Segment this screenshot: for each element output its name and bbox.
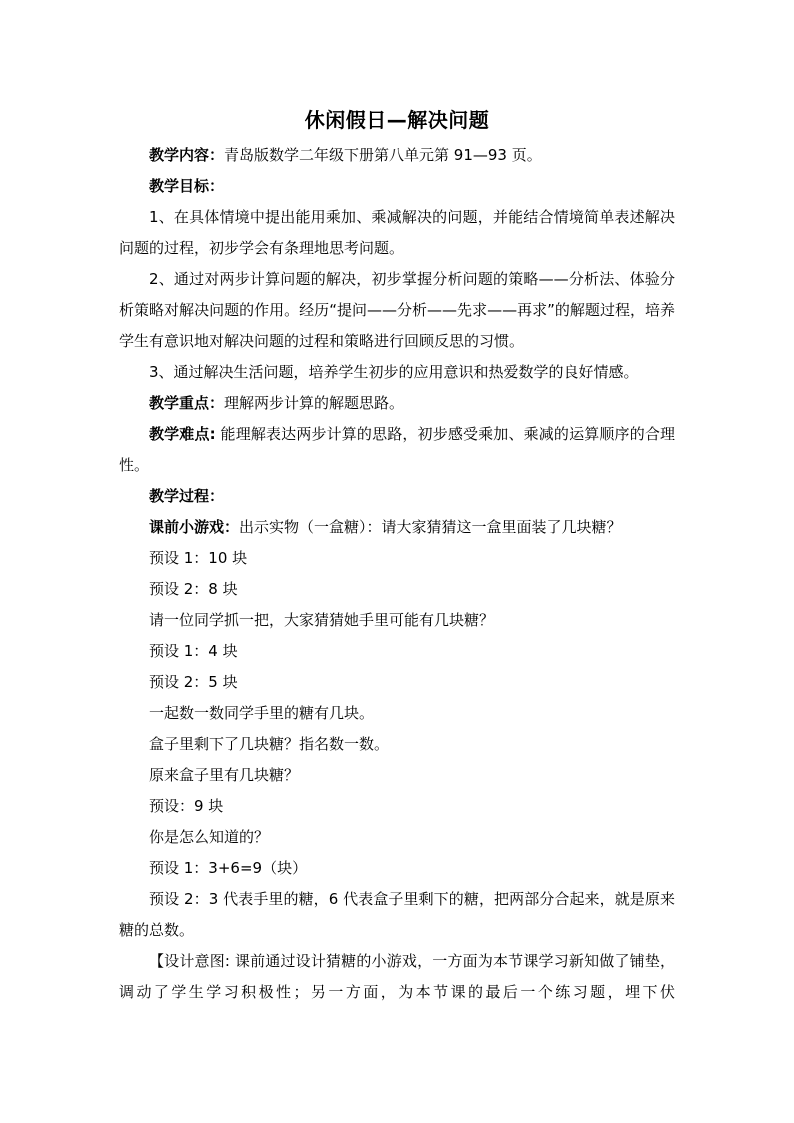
- text: 能理解表达两步计算的思路，初步感受乘加、乘减的运算顺序的合理性。: [119, 425, 676, 474]
- design-intent-paragraph: 【设计意图: 课前通过设计猜糖的小游戏，一方面为本节课学习新知做了铺垫，调动了学生学习积极性；另一方面，为本节课的最后一个练习题，埋下伏: [119, 952, 675, 1001]
- label: 教学过程：: [149, 487, 225, 505]
- paragraph: 一起数一数同学手里的糖有几块。: [149, 704, 375, 722]
- paragraph: 你是怎么知道的？: [149, 828, 270, 846]
- paragraph: 预设 1：10 块: [149, 549, 248, 567]
- paragraph: 预设 1：4 块: [149, 642, 238, 660]
- goal-1: 1、在具体情境中提出能用乘加、乘减解决的问题，并能结合情境简单表述解决问题的过程，初步学会有条理地思考问题。: [119, 208, 675, 257]
- process-heading: [119, 481, 675, 512]
- label: 教学难点:: [149, 425, 216, 443]
- text: 理解两步计算的解题思路。: [224, 394, 405, 412]
- teaching-goals-heading: [119, 171, 675, 202]
- paragraph: 预设 2：5 块: [149, 673, 238, 691]
- paragraph: 盒子里剩下了几块糖？指名数一数。: [149, 735, 390, 753]
- paragraph: 预设 1：3+6=9（块）: [149, 859, 308, 877]
- goal-2: 2、通过对两步计算问题的解决，初步掌握分析问题的策略——分析法、体验分析策略对解决问题的作用。经历“提问——分析——先求——再求”的解题过程，培养学生有意识地对解决问题的过程和策略进行回顾反思的习惯。: [119, 270, 675, 350]
- label: 教学重点：: [149, 394, 225, 412]
- paragraph: 原来盒子里有几块糖？: [149, 766, 300, 784]
- label: 教学目标：: [149, 177, 225, 195]
- difficulty-line: [119, 419, 675, 481]
- paragraph: 请一位同学抓一把，大家猜猜她手里可能有几块糖？: [149, 611, 495, 629]
- text: 青岛版数学二年级下册第八单元第 91—93 页。: [224, 146, 542, 164]
- key-point-line: [119, 388, 675, 419]
- label: 课前小游戏：: [149, 518, 240, 536]
- text: 出示实物（一盒糖）：请大家猜猜这一盒里面装了几块糖？: [239, 518, 622, 536]
- document-title: 休闲假日—解决问题: [304, 108, 490, 132]
- goal-3: 3、通过解决生活问题，培养学生初步的应用意识和热爱数学的良好情感。: [149, 363, 639, 381]
- label: 教学内容：: [149, 146, 225, 164]
- teaching-content-line: [119, 140, 675, 171]
- document-body: [119, 140, 675, 1008]
- paragraph: 预设 2：8 块: [149, 580, 238, 598]
- paragraph: 预设：9 块: [149, 797, 224, 815]
- pre-class-game-line: [119, 512, 675, 543]
- paragraph: 预设 2：3 代表手里的糖，6 代表盒子里剩下的糖，把两部分合起来，就是原来糖的总数。: [119, 890, 675, 939]
